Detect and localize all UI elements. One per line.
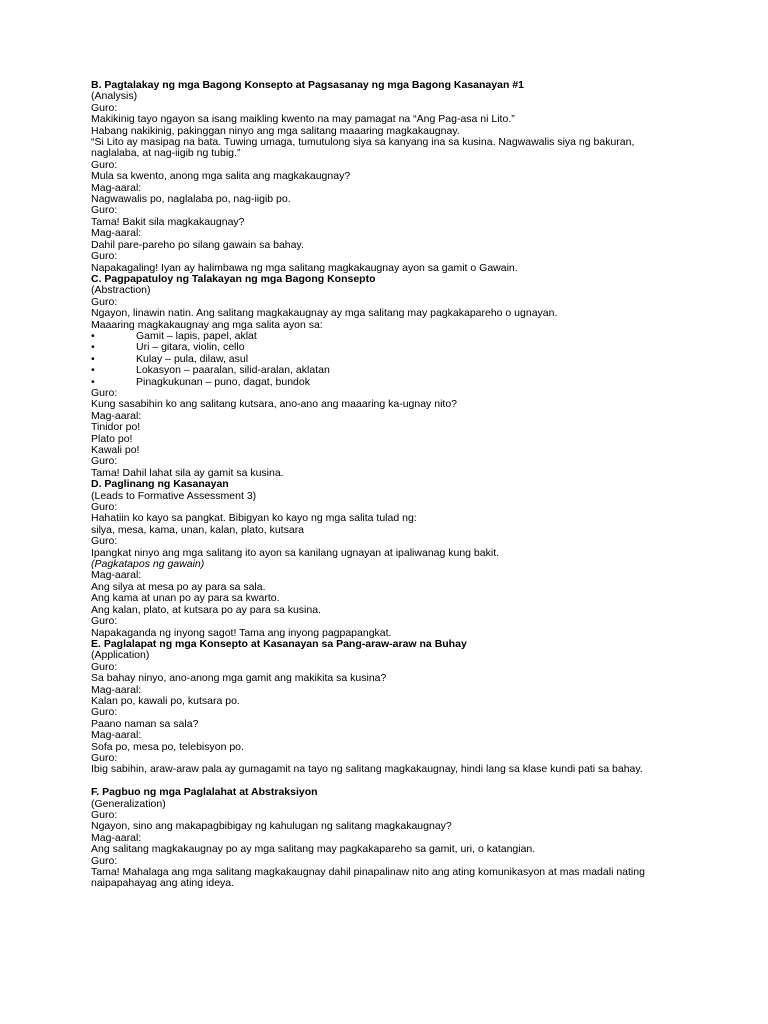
text-line: Mag-aaral:: [91, 569, 142, 582]
bullet-text: Gamit – lapis, papel, aklat: [136, 329, 257, 342]
bullet-text: Pinagkukunan – puno, dagat, bundok: [136, 375, 310, 388]
text-line: Kalan po, kawali po, kutsara po.: [91, 694, 240, 707]
text-line: Tama! Mahalaga ang mga salitang magkakaugnay dahil pinapalinaw nito ang ating komunikasyon at mas madali nating naipapahayag ang ating ideya.: [91, 866, 645, 890]
section-heading: B. Pagtalakay ng mga Bagong Konsepto at Pagsasanay ng mga Bagong Kasanayan #1: [91, 79, 524, 91]
text-line: Habang nakikinig, pakinggan ninyo ang mga salitang maaaring magkakaugnay.: [91, 124, 460, 137]
text-line: Mag-aaral:: [91, 683, 142, 696]
document-body: [91, 80, 671, 890]
bullet-icon: •: [91, 352, 95, 365]
text-line: Sa bahay ninyo, ano-anong mga gamit ang makikita sa kusina?: [91, 672, 387, 685]
text-line: Ang kalan, plato, at kutsara po ay para sa kusina.: [91, 603, 321, 616]
text-line: Napakaganda ng inyong sagot! Tama ang inyong pagpapangkat.: [91, 626, 392, 639]
section-heading: C. Pagpapatuloy ng Talakayan ng mga Bagong Konsepto: [91, 272, 376, 285]
text-line: Guro:: [91, 295, 118, 308]
bullet-icon: •: [91, 375, 95, 388]
bullet-text: Lokasyon – paaralan, silid-aralan, aklatan: [136, 364, 330, 377]
text-line: Mag-aaral:: [91, 227, 142, 240]
text-line: Tama! Dahil lahat sila ay gamit sa kusina.: [91, 466, 284, 479]
text-line: Guro:: [91, 660, 118, 673]
text-line: (Generalization): [91, 797, 166, 810]
text-line: Guro:: [91, 751, 118, 764]
text-line: Guro:: [91, 535, 118, 548]
text-line: (Abstraction): [91, 284, 151, 297]
text-line: (Application): [91, 649, 150, 662]
bullet-item: [91, 365, 671, 376]
text-line: Ipangkat ninyo ang mga salitang ito ayon sa kanilang ugnayan at ipaliwanag kung bakit.: [91, 546, 500, 559]
text-line: Tama! Bakit sila magkakaugnay?: [91, 215, 245, 228]
text-line: (Leads to Formative Assessment 3): [91, 489, 257, 502]
text-line: “Si Lito ay masipag na bata. Tuwing umaga, tumutulong siya sa kanyang ina sa kusina. Nagwawalis siya ng bakuran, naglalaba, at nag-iigib ng tubig.”: [91, 136, 635, 160]
text-line: Dahil pare-pareho po silang gawain sa bahay.: [91, 238, 304, 251]
text-line: Ang salitang magkakaugnay po ay mga salitang may pagkakapareho sa gamit, uri, o katangian.: [91, 843, 536, 856]
text-line: Guro:: [91, 158, 118, 171]
text-line: Guro:: [91, 455, 118, 468]
bullet-item: [91, 377, 671, 388]
text-line: Mag-aaral:: [91, 409, 142, 422]
text-line: Paano naman sa sala?: [91, 717, 199, 730]
text-line: Ang silya at mesa po ay para sa sala.: [91, 580, 266, 593]
bullet-icon: •: [91, 341, 95, 354]
text-line: silya, mesa, kama, unan, kalan, plato, kutsara: [91, 523, 305, 536]
text-line: Guro:: [91, 204, 118, 217]
text-line: Guro:: [91, 854, 118, 867]
text-line: Guro:: [91, 615, 118, 628]
text-line: Guro:: [91, 101, 118, 114]
section-heading: F. Pagbuo ng mga Paglalahat at Abstraksiyon: [91, 786, 318, 799]
text-line: Mag-aaral:: [91, 181, 142, 194]
bullet-icon: •: [91, 364, 95, 377]
text-line: Plato po!: [91, 432, 133, 445]
text-line: Ibig sabihin, araw-araw pala ay gumagamit na tayo ng salitang magkakaugnay, hindi lang sa klase kundi pati sa bahay.: [91, 763, 643, 776]
section-heading: E. Paglalapat ng mga Konsepto at Kasanayan sa Pang-araw-araw na Buhay: [91, 637, 467, 650]
text-line: Sofa po, mesa po, telebisyon po.: [91, 740, 244, 753]
text-line: Guro:: [91, 808, 118, 821]
text-line: Tinidor po!: [91, 421, 141, 434]
bullet-text: Kulay – pula, dilaw, asul: [136, 352, 249, 365]
section-heading: D. Paglinang ng Kasanayan: [91, 478, 229, 491]
text-line: Ang kama at unan po ay para sa kwarto.: [91, 592, 280, 605]
text-line: Ngayon, linawin natin. Ang salitang magkakaugnay ay mga salitang may pagkakapareho o ugnayan.: [91, 307, 558, 320]
text-line: Hahatiin ko kayo sa pangkat. Bibigyan ko kayo ng mga salita tulad ng:: [91, 512, 417, 525]
text-line: Mag-aaral:: [91, 729, 142, 742]
text-line: Guro:: [91, 250, 118, 263]
text-line: Guro:: [91, 501, 118, 514]
text-line: Makikinig tayo ngayon sa isang maikling kwento na may pamagat na “Ang Pag-asa ni Lito.”: [91, 113, 515, 126]
text-line: Kung sasabihin ko ang salitang kutsara, ano-ano ang maaaring ka-ugnay nito?: [91, 398, 457, 411]
text-line: (Pagkatapos ng gawain): [91, 558, 205, 571]
text-line: Mag-aaral:: [91, 831, 142, 844]
text-line: Guro:: [91, 386, 118, 399]
text-line: Mula sa kwento, anong mga salita ang magkakaugnay?: [91, 170, 351, 183]
text-line: Maaaring magkakaugnay ang mga salita ayon sa:: [91, 318, 323, 331]
text-line: Kawali po!: [91, 444, 140, 456]
text-line: Guro:: [91, 706, 118, 719]
text-line: (Analysis): [91, 90, 138, 103]
text-line: Nagwawalis po, naglalaba po, nag-iigib po.: [91, 193, 291, 206]
text-line: Ngayon, sino ang makapagbibigay ng kahulugan ng salitang magkakaugnay?: [91, 820, 452, 833]
bullet-text: Uri – gitara, violin, cello: [136, 341, 245, 354]
bullet-icon: •: [91, 329, 95, 342]
text-line: Napakagaling! Iyan ay halimbawa ng mga salitang magkakaugnay ayon sa gamit o Gawain.: [91, 261, 518, 274]
